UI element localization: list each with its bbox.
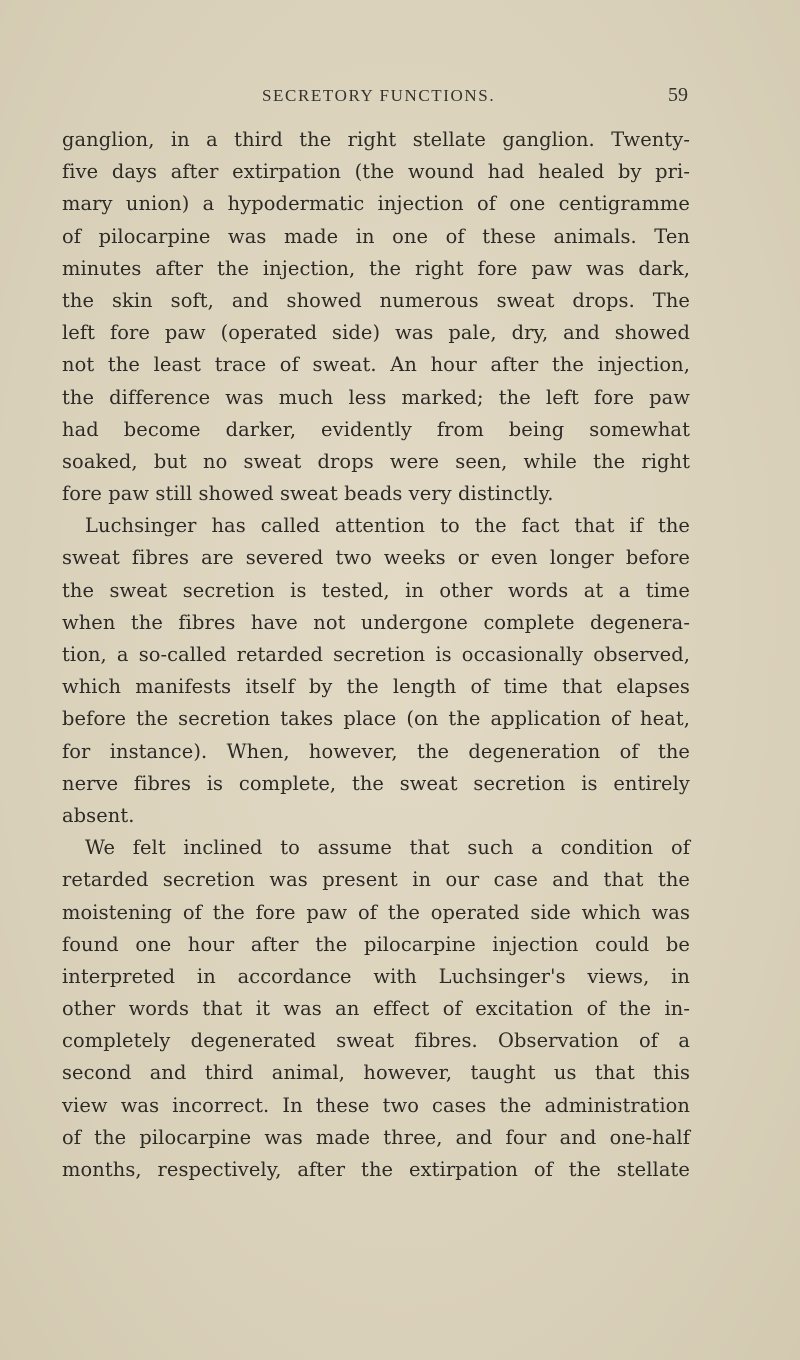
- text-line: view was incorrect. In these two cases the administration: [62, 1093, 690, 1117]
- text-line: the sweat secretion is tested, in other words at a time: [62, 578, 690, 602]
- text-line: found one hour after the pilocarpine injection could be: [62, 932, 690, 956]
- text-line: interpreted in accordance with Luchsinger's views, in: [62, 964, 690, 988]
- page-number: 59: [668, 84, 688, 106]
- text-line: absent.: [62, 803, 135, 827]
- text-line: of the pilocarpine was made three, and four and one-half: [62, 1125, 690, 1149]
- text-line: which manifests itself by the length of time that elapses: [62, 675, 690, 699]
- text-line: other words that it was an effect of excitation of the in-: [62, 997, 690, 1021]
- text-line: the difference was much less marked; the left fore paw: [62, 385, 690, 409]
- text-line: Luchsinger has called attention to the fact that if the: [85, 514, 690, 538]
- text-line: minutes after the injection, the right fore paw was dark,: [62, 256, 690, 280]
- text-line: fore paw still showed sweat beads very distinctly.: [62, 482, 554, 506]
- text-line: moistening of the fore paw of the operated side which was: [62, 900, 690, 924]
- text-line: mary union) a hypodermatic injection of one centigramme: [62, 192, 690, 216]
- text-line: before the secretion takes place (on the application of heat,: [62, 707, 690, 731]
- text-line: ganglion, in a third the right stellate ganglion. Twenty-: [62, 128, 690, 151]
- text-line: completely degenerated sweat fibres. Observation of a: [62, 1029, 690, 1053]
- running-head: [0, 86, 800, 110]
- text-line: for instance). When, however, the degeneration of the: [62, 739, 690, 763]
- text-line: had become darker, evidently from being somewhat: [62, 417, 690, 441]
- text-line: nerve fibres is complete, the sweat secretion is entirely: [62, 771, 690, 795]
- text-line: left fore paw (operated side) was pale, dry, and showed: [62, 321, 690, 345]
- running-title: SECRETORY FUNCTIONS.: [262, 86, 496, 105]
- text-line: five days after extirpation (the wound had healed by pri-: [62, 160, 690, 184]
- text-line: when the fibres have not undergone complete degenera-: [62, 610, 690, 634]
- text-line: of pilocarpine was made in one of these animals. Ten: [62, 224, 690, 248]
- text-line: We felt inclined to assume that such a condition of: [85, 836, 690, 860]
- text-line: months, respectively, after the extirpation of the stellate: [62, 1158, 690, 1181]
- text-line: the skin soft, and showed numerous sweat drops. The: [62, 288, 690, 312]
- text-line: retarded secretion was present in our case and that the: [62, 868, 690, 892]
- text-line: second and third animal, however, taught us that this: [62, 1061, 690, 1085]
- text-line: sweat fibres are severed two weeks or even longer before: [62, 546, 690, 570]
- text-line: soaked, but no sweat drops were seen, while the right: [62, 449, 690, 473]
- body-text: [62, 124, 690, 1186]
- text-line: not the least trace of sweat. An hour after the injection,: [62, 353, 690, 377]
- text-line: tion, a so-called retarded secretion is occasionally observed,: [62, 643, 690, 666]
